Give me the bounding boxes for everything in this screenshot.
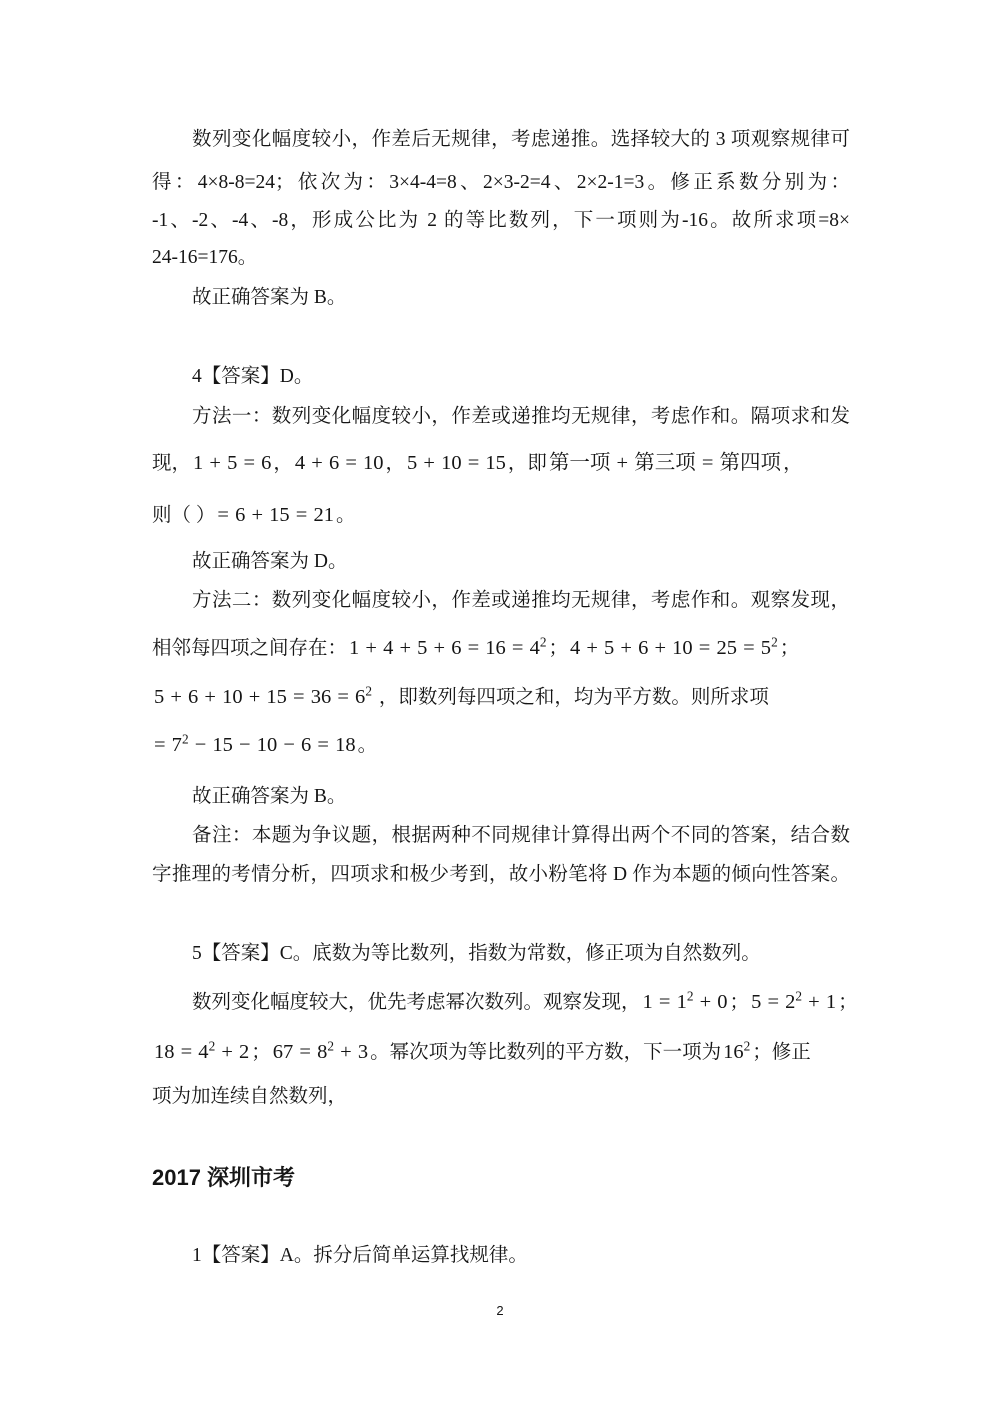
q4-method1-line bbox=[152, 448, 803, 478]
exponent: 2 bbox=[771, 634, 778, 650]
exponent: 2 bbox=[743, 1038, 751, 1054]
q4-method2-line bbox=[152, 682, 769, 712]
equation-base: 5 + 6 + 10 + 15 = 36 = 6 bbox=[154, 686, 366, 708]
exponent: 2 bbox=[365, 683, 372, 699]
equation-base: 67 = 8 bbox=[272, 1041, 328, 1063]
text-segment: ， bbox=[385, 453, 406, 474]
text-segment: 。幂次项为等比数列的平方数，下一项为 bbox=[370, 1042, 722, 1063]
equation-base: 18 = 4 bbox=[154, 1041, 209, 1063]
equation bbox=[154, 1038, 250, 1063]
equation-base: = 7 bbox=[154, 734, 182, 756]
text-segment: ； bbox=[251, 1042, 271, 1063]
text-segment: 现， bbox=[152, 453, 192, 474]
equation bbox=[272, 1038, 369, 1063]
exponent: 2 bbox=[539, 634, 547, 650]
equation-tail: + 1 bbox=[802, 991, 837, 1013]
answer-line: 故正确答案为 B。 bbox=[192, 287, 347, 308]
equation-tail: + 2 bbox=[215, 1041, 250, 1063]
text-segment: ，即数列每四项之和，均为平方数。则所求项 bbox=[373, 687, 769, 708]
equation: = 6 + 15 = 21 bbox=[217, 504, 334, 526]
note-line: 备注：本题为争议题，根据两种不同规律计算得出两个不同的答案，结合数 bbox=[192, 825, 850, 846]
answer-line: 故正确答案为 B。 bbox=[192, 786, 347, 807]
q4-method1-line bbox=[152, 500, 355, 530]
text-segment: ； bbox=[779, 638, 800, 659]
paragraph-line: 24-16=176。 bbox=[152, 247, 258, 268]
equation-base: 5 = 2 bbox=[751, 991, 796, 1013]
equation: 4 + 6 = 10 bbox=[294, 452, 384, 474]
equation: 1 + 5 = 6 bbox=[193, 452, 272, 474]
equation bbox=[570, 634, 778, 659]
text-segment: 。 bbox=[335, 505, 356, 526]
text-segment: ； bbox=[729, 992, 750, 1013]
q4-answer-label: 4【答案】D。 bbox=[192, 366, 314, 387]
equation-base: 1 = 1 bbox=[642, 991, 687, 1013]
equation bbox=[154, 683, 372, 708]
equation-tail: + 3 bbox=[334, 1041, 369, 1063]
equation: 第一项 + 第三项 = 第四项 bbox=[548, 452, 782, 474]
equation-base: 1 + 4 + 5 + 6 = 16 = 4 bbox=[349, 637, 540, 659]
equation bbox=[642, 988, 728, 1013]
q5-answer-label: 5【答案】C。底数为等比数列，指数为常数，修正项为自然数列。 bbox=[192, 943, 761, 964]
equation bbox=[751, 988, 837, 1013]
paragraph-line: 得：4×8-8=24；依次为：3×4-4=8、2×3-2=4、2×2-1=3。修正系数分别为： bbox=[152, 172, 850, 193]
paragraph-line: -1、-2、-4、-8，形成公比为 2 的等比数列，下一项则为-16。故所求项=8× bbox=[152, 210, 850, 231]
equation-tail: + 0 bbox=[693, 991, 728, 1013]
answer-line: 故正确答案为 D。 bbox=[192, 551, 348, 572]
q4-method2-line bbox=[152, 633, 799, 663]
text-segment: ； bbox=[548, 638, 568, 659]
text-segment: ；修正 bbox=[752, 1042, 811, 1063]
exponent: 2 bbox=[795, 988, 803, 1004]
q1-answer-label: 1【答案】A。拆分后简单运算找规律。 bbox=[192, 1245, 528, 1266]
q4-method1-line: 方法一：数列变化幅度较小，作差或递推均无规律，考虑作和。隔项求和发 bbox=[192, 406, 850, 427]
equation bbox=[349, 634, 547, 659]
exponent: 2 bbox=[208, 1038, 216, 1054]
q5-line: 项为加连续自然数列， bbox=[152, 1086, 348, 1107]
text-segment: 则（ ） bbox=[152, 505, 216, 526]
text-segment: ，即 bbox=[507, 453, 547, 474]
q4-method2-line bbox=[152, 730, 377, 760]
text-segment: ， bbox=[783, 453, 803, 474]
text-segment: 相邻每四项之间存在： bbox=[152, 638, 348, 659]
q5-line bbox=[152, 1037, 811, 1067]
text-segment: ； bbox=[838, 992, 858, 1013]
text-segment: 。 bbox=[357, 735, 378, 756]
q4-method2-line: 方法二：数列变化幅度较小，作差或递推均无规律，考虑作和。观察发现， bbox=[192, 590, 850, 611]
text-segment: 数列变化幅度较大，优先考虑幂次数列。观察发现， bbox=[192, 992, 641, 1013]
text-segment: ， bbox=[273, 453, 293, 474]
equation-base: 16 bbox=[723, 1041, 744, 1063]
equation-tail: − 15 − 10 − 6 = 18 bbox=[188, 734, 356, 756]
equation bbox=[154, 731, 356, 756]
equation-base: 4 + 5 + 6 + 10 = 25 = 5 bbox=[570, 637, 772, 659]
exponent: 2 bbox=[327, 1038, 335, 1054]
exponent: 2 bbox=[686, 988, 694, 1004]
paragraph-line: 数列变化幅度较小，作差后无规律，考虑递推。选择较大的 3 项观察规律可 bbox=[192, 129, 850, 150]
q5-line bbox=[192, 987, 858, 1017]
equation: 5 + 10 = 15 bbox=[407, 452, 506, 474]
page-number: 2 bbox=[496, 1303, 504, 1318]
note-line: 字推理的考情分析，四项求和极少考到，故小粉笔将 D 作为本题的倾向性答案。 bbox=[152, 864, 850, 885]
section-heading: 2017 深圳市考 bbox=[152, 1165, 296, 1190]
equation bbox=[723, 1038, 751, 1063]
exponent: 2 bbox=[181, 731, 189, 747]
